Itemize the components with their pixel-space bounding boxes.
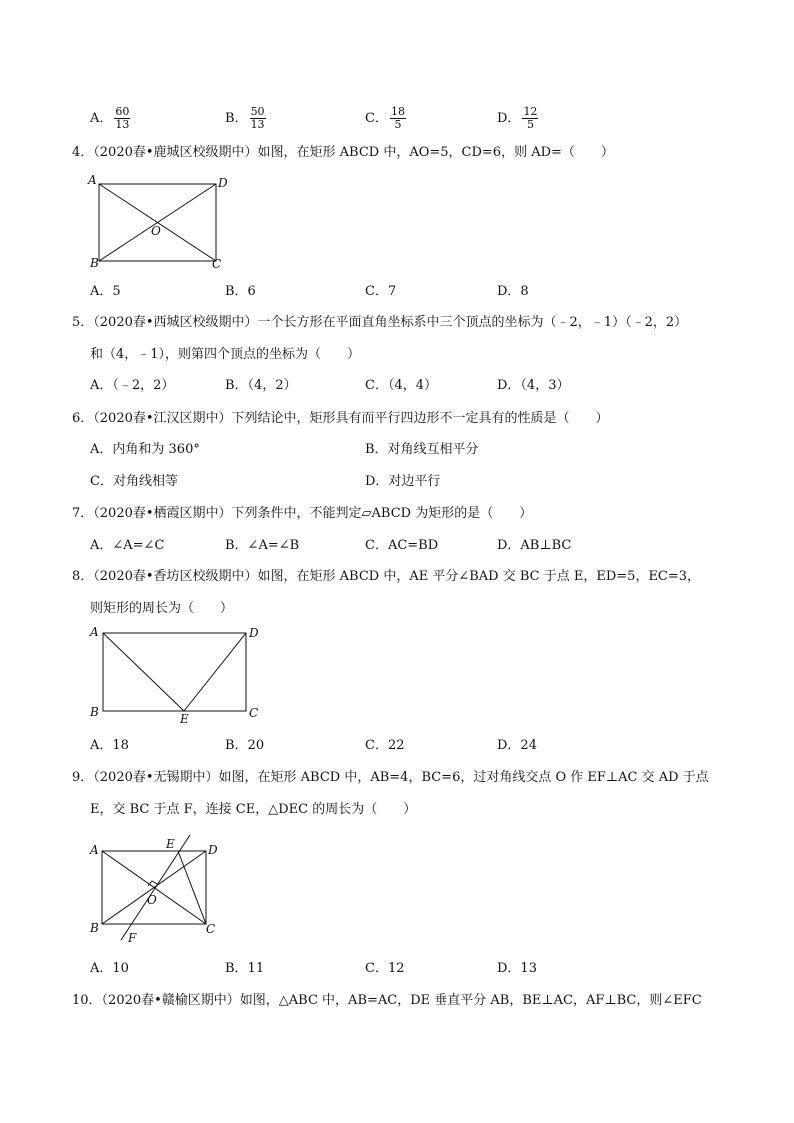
q5-stem-line2: 和（4，﹣1），则第四个顶点的坐标为（ ）: [90, 347, 361, 362]
q7-stem: 7．（2020春•栖霞区期中）下列条件中，不能判定▱ABCD 为矩形的是（ ）: [72, 506, 533, 521]
q5-option-b: B．（4，2）: [225, 378, 297, 393]
label-o: O: [147, 893, 157, 907]
option-letter: C．: [365, 111, 388, 126]
segment-ae: [103, 633, 184, 711]
fraction: [250, 106, 266, 131]
q8-stem-line2: 则矩形的周长为（ ）: [90, 601, 234, 616]
fraction: [114, 106, 130, 131]
q6-option-b: B．对角线互相平分: [365, 442, 479, 457]
segment-ce: [178, 851, 206, 924]
q10-stem: 10．（2020春•赣榆区期中）如图，△ABC 中，AB=AC，DE 垂直平分 AB，BE⊥AC，AF⊥BC，则∠EFC: [72, 993, 702, 1008]
option-letter: A．: [90, 111, 113, 126]
numerator: 60: [115, 105, 130, 118]
label-a: A: [90, 843, 99, 857]
numerator: 50: [250, 105, 265, 118]
q8-stem-line1: 8．（2020春•香坊区校级期中）如图，在矩形 ABCD 中，AE 平分∠BAD 交 BC 于点 E，ED=5，EC=3，: [72, 569, 701, 584]
label-d: D: [218, 176, 228, 190]
label-d: D: [249, 626, 259, 640]
right-angle-mark: [148, 881, 157, 886]
q9-option-b: B．11: [225, 961, 265, 976]
q6-option-c: C．对角线相等: [90, 474, 178, 489]
q7-option-c: C．AC=BD: [365, 538, 439, 553]
label-c: C: [212, 257, 222, 271]
segment-ed: [184, 633, 246, 711]
q4-figure: [86, 170, 236, 270]
q9-stem-line1: 9．（2020春•无锡期中）如图，在矩形 ABCD 中，AB=4，BC=6，过对角线交点 O 作 EF⊥AC 交 AD 于点: [72, 770, 709, 785]
numerator: 12: [523, 105, 538, 118]
label-b: B: [90, 705, 99, 719]
q5-option-a: A．（﹣2，2）: [90, 378, 175, 393]
denominator: 5: [526, 118, 534, 131]
label-c: C: [206, 922, 216, 936]
label-c: C: [249, 706, 259, 720]
q9-option-c: C．12: [365, 961, 405, 976]
q4-stem: 4．（2020春•鹿城区校级期中）如图，在矩形 ABCD 中，AO=5，CD=6，则 AD=（ ）: [72, 145, 614, 160]
q6-option-a: A．内角和为 360°: [90, 442, 200, 457]
option-letter: B．: [225, 111, 248, 126]
label-o: O: [151, 224, 161, 238]
denominator: 13: [115, 118, 130, 131]
q4-option-c: C．7: [365, 284, 397, 299]
label-a: A: [90, 625, 99, 639]
q3-option-d: [497, 106, 538, 131]
q9-stem-line2: E，交 BC 于点 F，连接 CE，△DEC 的周长为（ ）: [90, 802, 417, 817]
denominator: 5: [394, 118, 402, 131]
q8-option-d: D．24: [497, 738, 537, 753]
label-d: D: [208, 843, 218, 857]
rectangle-abcd: [103, 633, 246, 711]
q7-option-b: B．∠A=∠B: [225, 538, 300, 553]
q3-option-b: [225, 106, 266, 131]
q8-option-c: C．22: [365, 738, 405, 753]
fraction: [390, 106, 406, 131]
numerator: 18: [390, 105, 405, 118]
label-e: E: [166, 837, 175, 851]
q5-stem-line1: 5．（2020春•西城区校级期中）一个长方形在平面直角坐标系中三个顶点的坐标为（﹣2，﹣1）（﹣2，2）: [72, 315, 688, 330]
q3-option-a: [90, 106, 130, 131]
q8-option-b: B．20: [225, 738, 265, 753]
label-e: E: [180, 712, 189, 726]
q7-option-d: D．AB⊥BC: [497, 538, 572, 553]
q9-option-d: D．13: [497, 961, 537, 976]
q9-figure: [86, 832, 236, 947]
label-a: A: [88, 173, 97, 187]
label-f: F: [128, 931, 137, 945]
q7-option-a: A．∠A=∠C: [90, 538, 165, 553]
denominator: 13: [250, 118, 265, 131]
q3-option-c: [365, 106, 406, 131]
q8-option-a: A．18: [90, 738, 129, 753]
q6-option-d: D．对边平行: [365, 474, 441, 489]
q5-option-d: D．（4，3）: [497, 378, 570, 393]
q8-figure: [86, 622, 266, 727]
label-b: B: [90, 921, 99, 935]
q6-stem: 6．（2020春•江汉区期中）下列结论中，矩形具有而平行四边形不一定具有的性质是（ ）: [72, 411, 609, 426]
q5-option-c: C．（4，4）: [365, 378, 437, 393]
q9-option-a: A．10: [90, 961, 129, 976]
option-letter: D．: [497, 111, 521, 126]
fraction: [522, 106, 538, 131]
q4-option-b: B．6: [225, 284, 256, 299]
q4-option-d: D．8: [497, 284, 529, 299]
q4-option-a: A．5: [90, 284, 121, 299]
label-b: B: [90, 256, 99, 270]
